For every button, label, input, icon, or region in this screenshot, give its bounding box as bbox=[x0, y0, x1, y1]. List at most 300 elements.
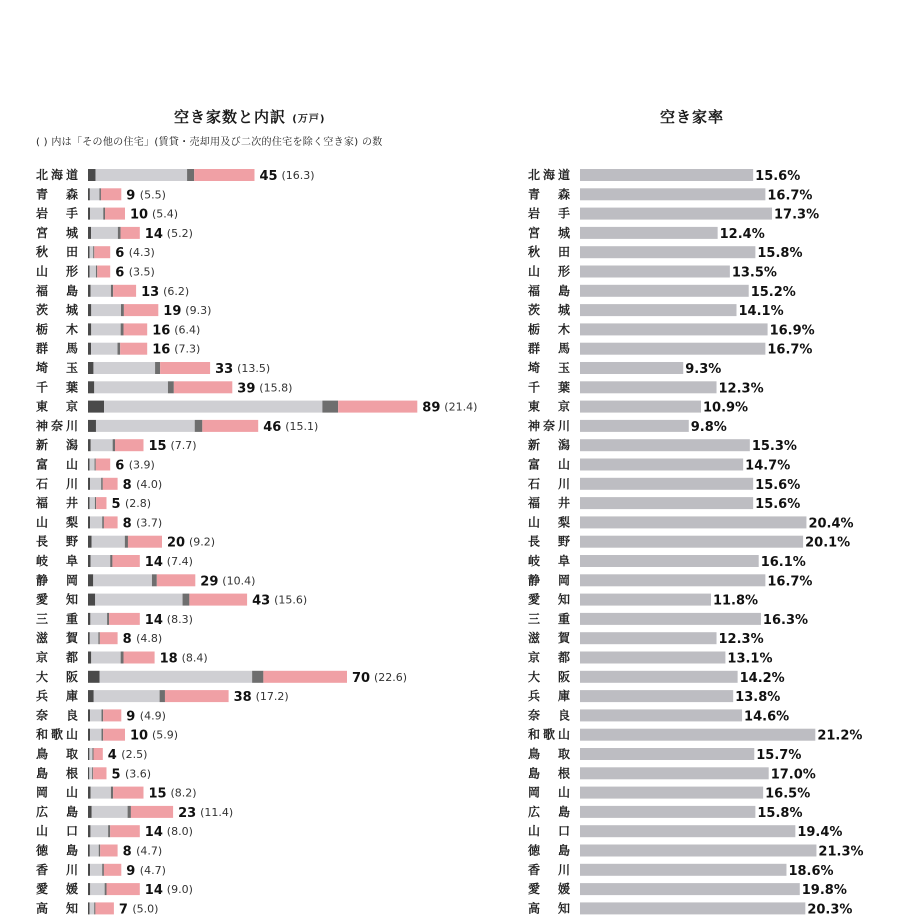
rental-segment bbox=[89, 246, 93, 258]
prefecture-label: 島 根 bbox=[36, 766, 82, 781]
vacancy-rate-label: 20.1% bbox=[805, 535, 851, 551]
total-value-label: 9 bbox=[126, 863, 136, 879]
total-value-label: 14 bbox=[144, 612, 163, 628]
secondary-housing-segment bbox=[88, 748, 89, 760]
rental-segment bbox=[92, 806, 128, 818]
vacancy-rate-label: 15.3% bbox=[751, 439, 797, 455]
total-value-label: 14 bbox=[144, 825, 163, 841]
prefecture-label: 福 井 bbox=[528, 496, 574, 511]
secondary-housing-segment bbox=[88, 266, 90, 278]
prefecture-label: 新 潟 bbox=[528, 438, 574, 453]
total-value-label: 18 bbox=[159, 651, 178, 667]
for-sale-segment bbox=[111, 787, 113, 799]
other-housing-label: (7.3) bbox=[174, 342, 201, 356]
prefecture-label: 静 岡 bbox=[36, 573, 82, 588]
prefecture-label: 京 都 bbox=[528, 650, 574, 665]
secondary-housing-segment bbox=[88, 825, 90, 837]
rental-segment bbox=[100, 671, 252, 683]
rental-segment bbox=[90, 208, 103, 220]
other-housing-label: (9.2) bbox=[189, 535, 216, 549]
vacancy-rate-label: 16.3% bbox=[762, 612, 809, 628]
prefecture-label: 奈 良 bbox=[528, 708, 574, 723]
rental-segment bbox=[90, 902, 95, 914]
secondary-housing-segment bbox=[88, 671, 100, 683]
other-housing-label: (8.0) bbox=[166, 825, 193, 839]
vacancy-rate-label: 9.3% bbox=[685, 362, 722, 377]
prefecture-label: 徳 島 bbox=[36, 843, 82, 858]
other-housing-segment bbox=[131, 806, 173, 818]
prefecture-label: 石 川 bbox=[528, 476, 574, 491]
secondary-housing-segment bbox=[88, 362, 93, 374]
for-sale-segment bbox=[152, 574, 157, 586]
other-housing-segment bbox=[103, 478, 118, 490]
secondary-housing-segment bbox=[88, 401, 104, 413]
prefecture-label: 北海道 bbox=[36, 168, 82, 182]
prefecture-label: 新 潟 bbox=[36, 438, 82, 453]
prefecture-label: 岡 山 bbox=[36, 785, 82, 800]
other-housing-label: (5.5) bbox=[139, 188, 166, 202]
other-housing-label: (8.2) bbox=[170, 786, 197, 800]
prefecture-label: 奈 良 bbox=[36, 708, 82, 723]
for-sale-segment bbox=[187, 169, 194, 181]
prefecture-label: 三 重 bbox=[36, 611, 82, 626]
prefecture-label: 兵 庫 bbox=[36, 689, 82, 704]
rental-segment bbox=[93, 362, 155, 374]
vacancy-rate-bar bbox=[580, 381, 717, 393]
secondary-housing-segment bbox=[88, 690, 94, 702]
vacancy-rate-label: 12.4% bbox=[719, 226, 765, 242]
for-sale-segment bbox=[102, 709, 104, 721]
secondary-housing-segment bbox=[88, 864, 90, 876]
prefecture-label: 三 重 bbox=[528, 611, 574, 626]
vacancy-rate-bar bbox=[580, 883, 800, 895]
vacancy-rate-bar bbox=[580, 555, 759, 567]
vacancy-rate-bar bbox=[580, 536, 803, 548]
vacancy-rate-bar bbox=[580, 285, 749, 297]
rental-segment bbox=[91, 652, 120, 664]
vacancy-rate-label: 21.3% bbox=[818, 844, 864, 860]
other-housing-segment bbox=[94, 748, 103, 760]
rental-segment bbox=[90, 188, 100, 200]
for-sale-segment bbox=[183, 594, 190, 606]
rental-segment bbox=[90, 613, 107, 625]
total-value-label: 15 bbox=[148, 439, 167, 455]
vacancy-rate-label: 18.6% bbox=[788, 863, 834, 879]
vacancy-rate-bar bbox=[580, 709, 742, 721]
for-sale-segment bbox=[155, 362, 160, 374]
rental-segment bbox=[90, 516, 102, 528]
secondary-housing-segment bbox=[88, 902, 90, 914]
secondary-housing-segment bbox=[88, 613, 90, 625]
vacancy-rate-label: 15.6% bbox=[755, 497, 801, 513]
vacancy-rate-bar bbox=[580, 574, 765, 586]
vacancy-rate-bar bbox=[580, 632, 717, 644]
secondary-housing-segment bbox=[88, 845, 90, 857]
other-housing-label: (8.4) bbox=[181, 651, 208, 665]
other-housing-label: (3.6) bbox=[125, 767, 152, 781]
other-housing-segment bbox=[157, 574, 195, 586]
vacancy-rate-label: 13.5% bbox=[731, 265, 777, 281]
other-housing-segment bbox=[194, 169, 254, 181]
prefecture-label: 山 梨 bbox=[528, 515, 574, 530]
for-sale-segment bbox=[102, 516, 104, 528]
total-value-label: 14 bbox=[144, 226, 163, 242]
prefecture-label: 福 井 bbox=[36, 496, 82, 511]
for-sale-segment bbox=[102, 864, 104, 876]
prefecture-label: 東 京 bbox=[36, 399, 82, 414]
total-value-label: 5 bbox=[111, 497, 121, 513]
other-housing-segment bbox=[93, 767, 106, 779]
other-housing-label: (4.9) bbox=[139, 709, 166, 723]
prefecture-label: 大 阪 bbox=[36, 669, 82, 684]
other-housing-label: (5.2) bbox=[166, 226, 193, 240]
rental-segment bbox=[93, 574, 152, 586]
for-sale-segment bbox=[113, 439, 115, 451]
prefecture-label: 山 梨 bbox=[36, 515, 82, 530]
for-sale-segment bbox=[121, 652, 124, 664]
vacancy-rate-bar bbox=[580, 439, 750, 451]
rental-segment bbox=[95, 169, 187, 181]
rental-segment bbox=[91, 227, 118, 239]
secondary-housing-segment bbox=[88, 169, 95, 181]
other-housing-segment bbox=[113, 285, 136, 297]
for-sale-segment bbox=[195, 420, 203, 432]
vacancy-rate-bar bbox=[580, 420, 689, 432]
vacancy-rate-bar bbox=[580, 787, 763, 799]
secondary-housing-segment bbox=[88, 420, 96, 432]
secondary-housing-segment bbox=[88, 343, 91, 355]
total-value-label: 10 bbox=[130, 207, 149, 223]
prefecture-label: 群 馬 bbox=[528, 341, 574, 356]
vacancy-rate-bar bbox=[580, 478, 753, 490]
other-housing-segment bbox=[165, 690, 229, 702]
other-housing-label: (15.8) bbox=[259, 381, 293, 395]
vacancy-rate-bar bbox=[580, 497, 753, 509]
for-sale-segment bbox=[128, 806, 131, 818]
rental-segment bbox=[90, 709, 101, 721]
total-value-label: 14 bbox=[144, 883, 163, 899]
vacancy-rate-label: 19.8% bbox=[801, 883, 847, 899]
vacancy-rate-label: 10.9% bbox=[702, 400, 749, 416]
secondary-housing-segment bbox=[88, 227, 91, 239]
prefecture-label: 岡 山 bbox=[528, 785, 574, 800]
other-housing-segment bbox=[95, 902, 114, 914]
vacancy-rate-label: 17.3% bbox=[774, 207, 820, 223]
vacancy-rate-bar bbox=[580, 845, 816, 857]
prefecture-label: 静 岡 bbox=[528, 573, 574, 588]
other-housing-segment bbox=[104, 516, 118, 528]
vacancy-rate-bar bbox=[580, 208, 772, 220]
right-chart-title: 空き家率 bbox=[660, 108, 725, 126]
other-housing-label: (4.0) bbox=[136, 477, 163, 491]
secondary-housing-segment bbox=[88, 806, 92, 818]
prefecture-label: 福 島 bbox=[528, 283, 574, 298]
vacancy-rate-bar bbox=[580, 806, 755, 818]
other-housing-segment bbox=[160, 362, 210, 374]
total-value-label: 23 bbox=[178, 805, 197, 821]
vacancy-rate-label: 13.8% bbox=[735, 690, 781, 706]
other-housing-label: (4.3) bbox=[128, 246, 155, 260]
rental-segment bbox=[90, 729, 101, 741]
other-housing-segment bbox=[110, 825, 140, 837]
other-housing-segment bbox=[96, 459, 110, 471]
prefecture-label: 広 島 bbox=[36, 804, 82, 819]
for-sale-segment bbox=[102, 729, 104, 741]
vacancy-rate-bar bbox=[580, 227, 718, 239]
vacancy-rate-bar bbox=[580, 188, 765, 200]
total-value-label: 19 bbox=[163, 304, 182, 320]
for-sale-segment bbox=[96, 266, 97, 278]
for-sale-segment bbox=[99, 188, 101, 200]
for-sale-segment bbox=[95, 497, 96, 509]
prefecture-label: 宮 城 bbox=[36, 225, 82, 240]
for-sale-segment bbox=[93, 246, 94, 258]
vacancy-rate-label: 13.1% bbox=[727, 651, 773, 667]
prefecture-label: 愛 知 bbox=[36, 592, 82, 607]
prefecture-label: 福 島 bbox=[36, 283, 82, 298]
chart-note: ( ) 内は「その他の住宅」(賃貸・売却用及び二次的住宅を除く空き家) の数 bbox=[36, 137, 383, 148]
other-housing-segment bbox=[105, 208, 125, 220]
other-housing-segment bbox=[124, 323, 148, 335]
vacancy-rate-bar bbox=[580, 362, 683, 374]
other-housing-segment bbox=[121, 227, 140, 239]
vacancy-rate-label: 15.2% bbox=[750, 284, 796, 300]
secondary-housing-segment bbox=[88, 555, 91, 567]
other-housing-segment bbox=[189, 594, 247, 606]
total-value-label: 13 bbox=[141, 284, 160, 300]
for-sale-segment bbox=[107, 613, 109, 625]
vacancy-rate-label: 12.3% bbox=[718, 381, 764, 397]
other-housing-segment bbox=[103, 709, 121, 721]
secondary-housing-segment bbox=[88, 188, 90, 200]
secondary-housing-segment bbox=[88, 787, 91, 799]
other-housing-segment bbox=[202, 420, 258, 432]
other-housing-segment bbox=[174, 381, 232, 393]
other-housing-segment bbox=[128, 536, 162, 548]
other-housing-segment bbox=[96, 497, 106, 509]
rental-segment bbox=[94, 690, 160, 702]
for-sale-segment bbox=[105, 883, 107, 895]
prefecture-label: 石 川 bbox=[36, 476, 82, 491]
for-sale-segment bbox=[252, 671, 263, 683]
prefecture-label: 栃 木 bbox=[36, 322, 82, 337]
vacancy-rate-label: 15.8% bbox=[757, 246, 803, 262]
prefecture-label: 宮 城 bbox=[528, 225, 574, 240]
prefecture-label: 千 葉 bbox=[36, 380, 82, 395]
vacancy-rate-bar bbox=[580, 594, 711, 606]
other-housing-label: (2.8) bbox=[125, 497, 152, 511]
total-value-label: 8 bbox=[122, 516, 132, 532]
for-sale-segment bbox=[101, 478, 103, 490]
prefecture-label: 和歌山 bbox=[36, 727, 82, 742]
secondary-housing-segment bbox=[88, 767, 89, 779]
for-sale-segment bbox=[110, 555, 112, 567]
other-housing-segment bbox=[100, 845, 117, 857]
other-housing-segment bbox=[103, 729, 125, 741]
prefecture-label: 秋 田 bbox=[528, 245, 574, 260]
for-sale-segment bbox=[118, 343, 121, 355]
prefecture-label: 千 葉 bbox=[528, 380, 574, 395]
other-housing-label: (4.7) bbox=[136, 844, 163, 858]
rental-segment bbox=[90, 845, 99, 857]
prefecture-label: 埼 玉 bbox=[528, 361, 574, 375]
rental-segment bbox=[95, 594, 182, 606]
vacancy-rate-label: 16.7% bbox=[767, 342, 813, 358]
secondary-housing-segment bbox=[88, 208, 90, 220]
vacancy-rate-bar bbox=[580, 459, 743, 471]
prefecture-label: 山 口 bbox=[528, 824, 574, 839]
other-housing-label: (9.0) bbox=[166, 883, 193, 897]
prefecture-label: 香 川 bbox=[528, 862, 574, 877]
vacancy-rate-label: 15.6% bbox=[755, 169, 801, 184]
for-sale-segment bbox=[99, 845, 100, 857]
secondary-housing-segment bbox=[88, 574, 93, 586]
total-value-label: 5 bbox=[111, 767, 121, 783]
prefecture-label: 徳 島 bbox=[528, 843, 574, 858]
rental-segment bbox=[90, 825, 108, 837]
other-housing-segment bbox=[107, 883, 140, 895]
vacancy-rate-bar bbox=[580, 767, 769, 779]
total-value-label: 39 bbox=[237, 381, 256, 397]
prefecture-label: 滋 賀 bbox=[36, 631, 82, 646]
other-housing-label: (5.0) bbox=[132, 902, 159, 916]
secondary-housing-segment bbox=[88, 516, 90, 528]
other-housing-segment bbox=[124, 304, 158, 316]
vacancy-rate-label: 16.9% bbox=[769, 323, 815, 339]
vacancy-rate-label: 19.4% bbox=[797, 825, 843, 841]
rental-segment bbox=[90, 632, 99, 644]
other-housing-label: (3.7) bbox=[136, 516, 163, 530]
for-sale-segment bbox=[168, 381, 174, 393]
total-value-label: 7 bbox=[118, 902, 128, 918]
vacancy-rate-bar bbox=[580, 902, 805, 914]
rental-segment bbox=[104, 401, 322, 413]
total-value-label: 14 bbox=[144, 555, 163, 570]
rental-segment bbox=[91, 439, 113, 451]
vacancy-rate-bar bbox=[580, 729, 815, 741]
prefecture-label: 愛 媛 bbox=[36, 882, 82, 897]
vacancy-rate-label: 16.7% bbox=[767, 188, 813, 204]
prefecture-label: 神奈川 bbox=[528, 418, 574, 433]
total-value-label: 29 bbox=[200, 574, 219, 590]
prefecture-label: 島 根 bbox=[528, 766, 574, 781]
other-housing-label: (15.1) bbox=[285, 419, 319, 433]
rental-segment bbox=[92, 536, 125, 548]
for-sale-segment bbox=[108, 825, 110, 837]
total-value-label: 8 bbox=[122, 844, 132, 860]
prefecture-label: 長 野 bbox=[36, 534, 82, 549]
total-value-label: 9 bbox=[126, 709, 136, 725]
other-housing-label: (22.6) bbox=[374, 670, 408, 684]
prefecture-label: 岩 手 bbox=[36, 206, 82, 221]
total-value-label: 45 bbox=[259, 169, 278, 184]
other-housing-label: (2.5) bbox=[121, 748, 148, 761]
for-sale-segment bbox=[94, 902, 95, 914]
rental-segment bbox=[91, 304, 121, 316]
for-sale-segment bbox=[111, 285, 113, 297]
other-housing-label: (10.4) bbox=[222, 574, 256, 588]
vacancy-rate-bar bbox=[580, 671, 738, 683]
other-housing-label: (15.6) bbox=[274, 593, 308, 607]
vacancy-rate-label: 16.5% bbox=[765, 786, 811, 802]
other-housing-segment bbox=[112, 555, 139, 567]
other-housing-segment bbox=[104, 864, 121, 876]
rental-segment bbox=[91, 555, 111, 567]
secondary-housing-segment bbox=[88, 883, 90, 895]
vacancy-rate-bar bbox=[580, 266, 730, 278]
for-sale-segment bbox=[95, 459, 96, 471]
for-sale-segment bbox=[118, 227, 121, 239]
vacancy-rate-label: 14.6% bbox=[744, 709, 790, 725]
total-value-label: 46 bbox=[263, 419, 282, 435]
rental-segment bbox=[89, 748, 92, 760]
rental-segment bbox=[91, 285, 111, 297]
vacancy-rate-label: 16.1% bbox=[760, 555, 806, 570]
for-sale-segment bbox=[322, 401, 338, 413]
secondary-housing-segment bbox=[88, 323, 91, 335]
total-value-label: 4 bbox=[107, 748, 117, 763]
rental-segment bbox=[90, 864, 102, 876]
prefecture-label: 山 口 bbox=[36, 824, 82, 839]
prefecture-label: 和歌山 bbox=[528, 727, 574, 742]
other-housing-segment bbox=[338, 401, 417, 413]
secondary-housing-segment bbox=[88, 381, 94, 393]
vacancy-rate-label: 20.4% bbox=[808, 516, 854, 532]
for-sale-segment bbox=[160, 690, 165, 702]
vacancy-rate-label: 16.7% bbox=[767, 574, 813, 590]
secondary-housing-segment bbox=[88, 478, 90, 490]
other-housing-label: (21.4) bbox=[444, 400, 478, 414]
for-sale-segment bbox=[92, 767, 93, 779]
rental-segment bbox=[90, 266, 96, 278]
total-value-label: 6 bbox=[115, 458, 125, 474]
prefecture-label: 栃 木 bbox=[528, 322, 574, 337]
for-sale-segment bbox=[125, 536, 128, 548]
vacancy-rate-bar bbox=[580, 652, 725, 664]
other-housing-segment bbox=[115, 439, 143, 451]
vacancy-rate-bar bbox=[580, 690, 733, 702]
rental-segment bbox=[90, 497, 95, 509]
other-housing-segment bbox=[263, 671, 347, 683]
vacancy-rate-bar bbox=[580, 169, 753, 181]
secondary-housing-segment bbox=[88, 536, 92, 548]
prefecture-label: 群 馬 bbox=[36, 341, 82, 356]
vacancy-rate-bar bbox=[580, 825, 795, 837]
total-value-label: 16 bbox=[152, 342, 171, 358]
other-housing-label: (9.3) bbox=[185, 304, 212, 318]
other-housing-label: (6.4) bbox=[174, 323, 201, 337]
rental-segment bbox=[96, 420, 195, 432]
secondary-housing-segment bbox=[88, 246, 89, 258]
total-value-label: 20 bbox=[167, 535, 186, 551]
prefecture-label: 神奈川 bbox=[36, 418, 82, 433]
prefecture-label: 青 森 bbox=[36, 187, 82, 202]
vacancy-rate-label: 14.1% bbox=[738, 304, 784, 320]
total-value-label: 43 bbox=[252, 593, 271, 609]
total-value-label: 6 bbox=[115, 265, 125, 281]
vacancy-rate-label: 14.2% bbox=[739, 670, 785, 686]
secondary-housing-segment bbox=[88, 594, 95, 606]
other-housing-label: (5.9) bbox=[152, 728, 179, 742]
prefecture-label: 鳥 取 bbox=[36, 747, 82, 761]
other-housing-label: (6.2) bbox=[163, 284, 190, 298]
other-housing-segment bbox=[109, 613, 140, 625]
secondary-housing-segment bbox=[88, 439, 91, 451]
other-housing-label: (17.2) bbox=[255, 690, 289, 704]
other-housing-label: (11.4) bbox=[200, 805, 234, 819]
prefecture-label: 岐 阜 bbox=[528, 554, 574, 568]
prefecture-label: 秋 田 bbox=[36, 245, 82, 260]
